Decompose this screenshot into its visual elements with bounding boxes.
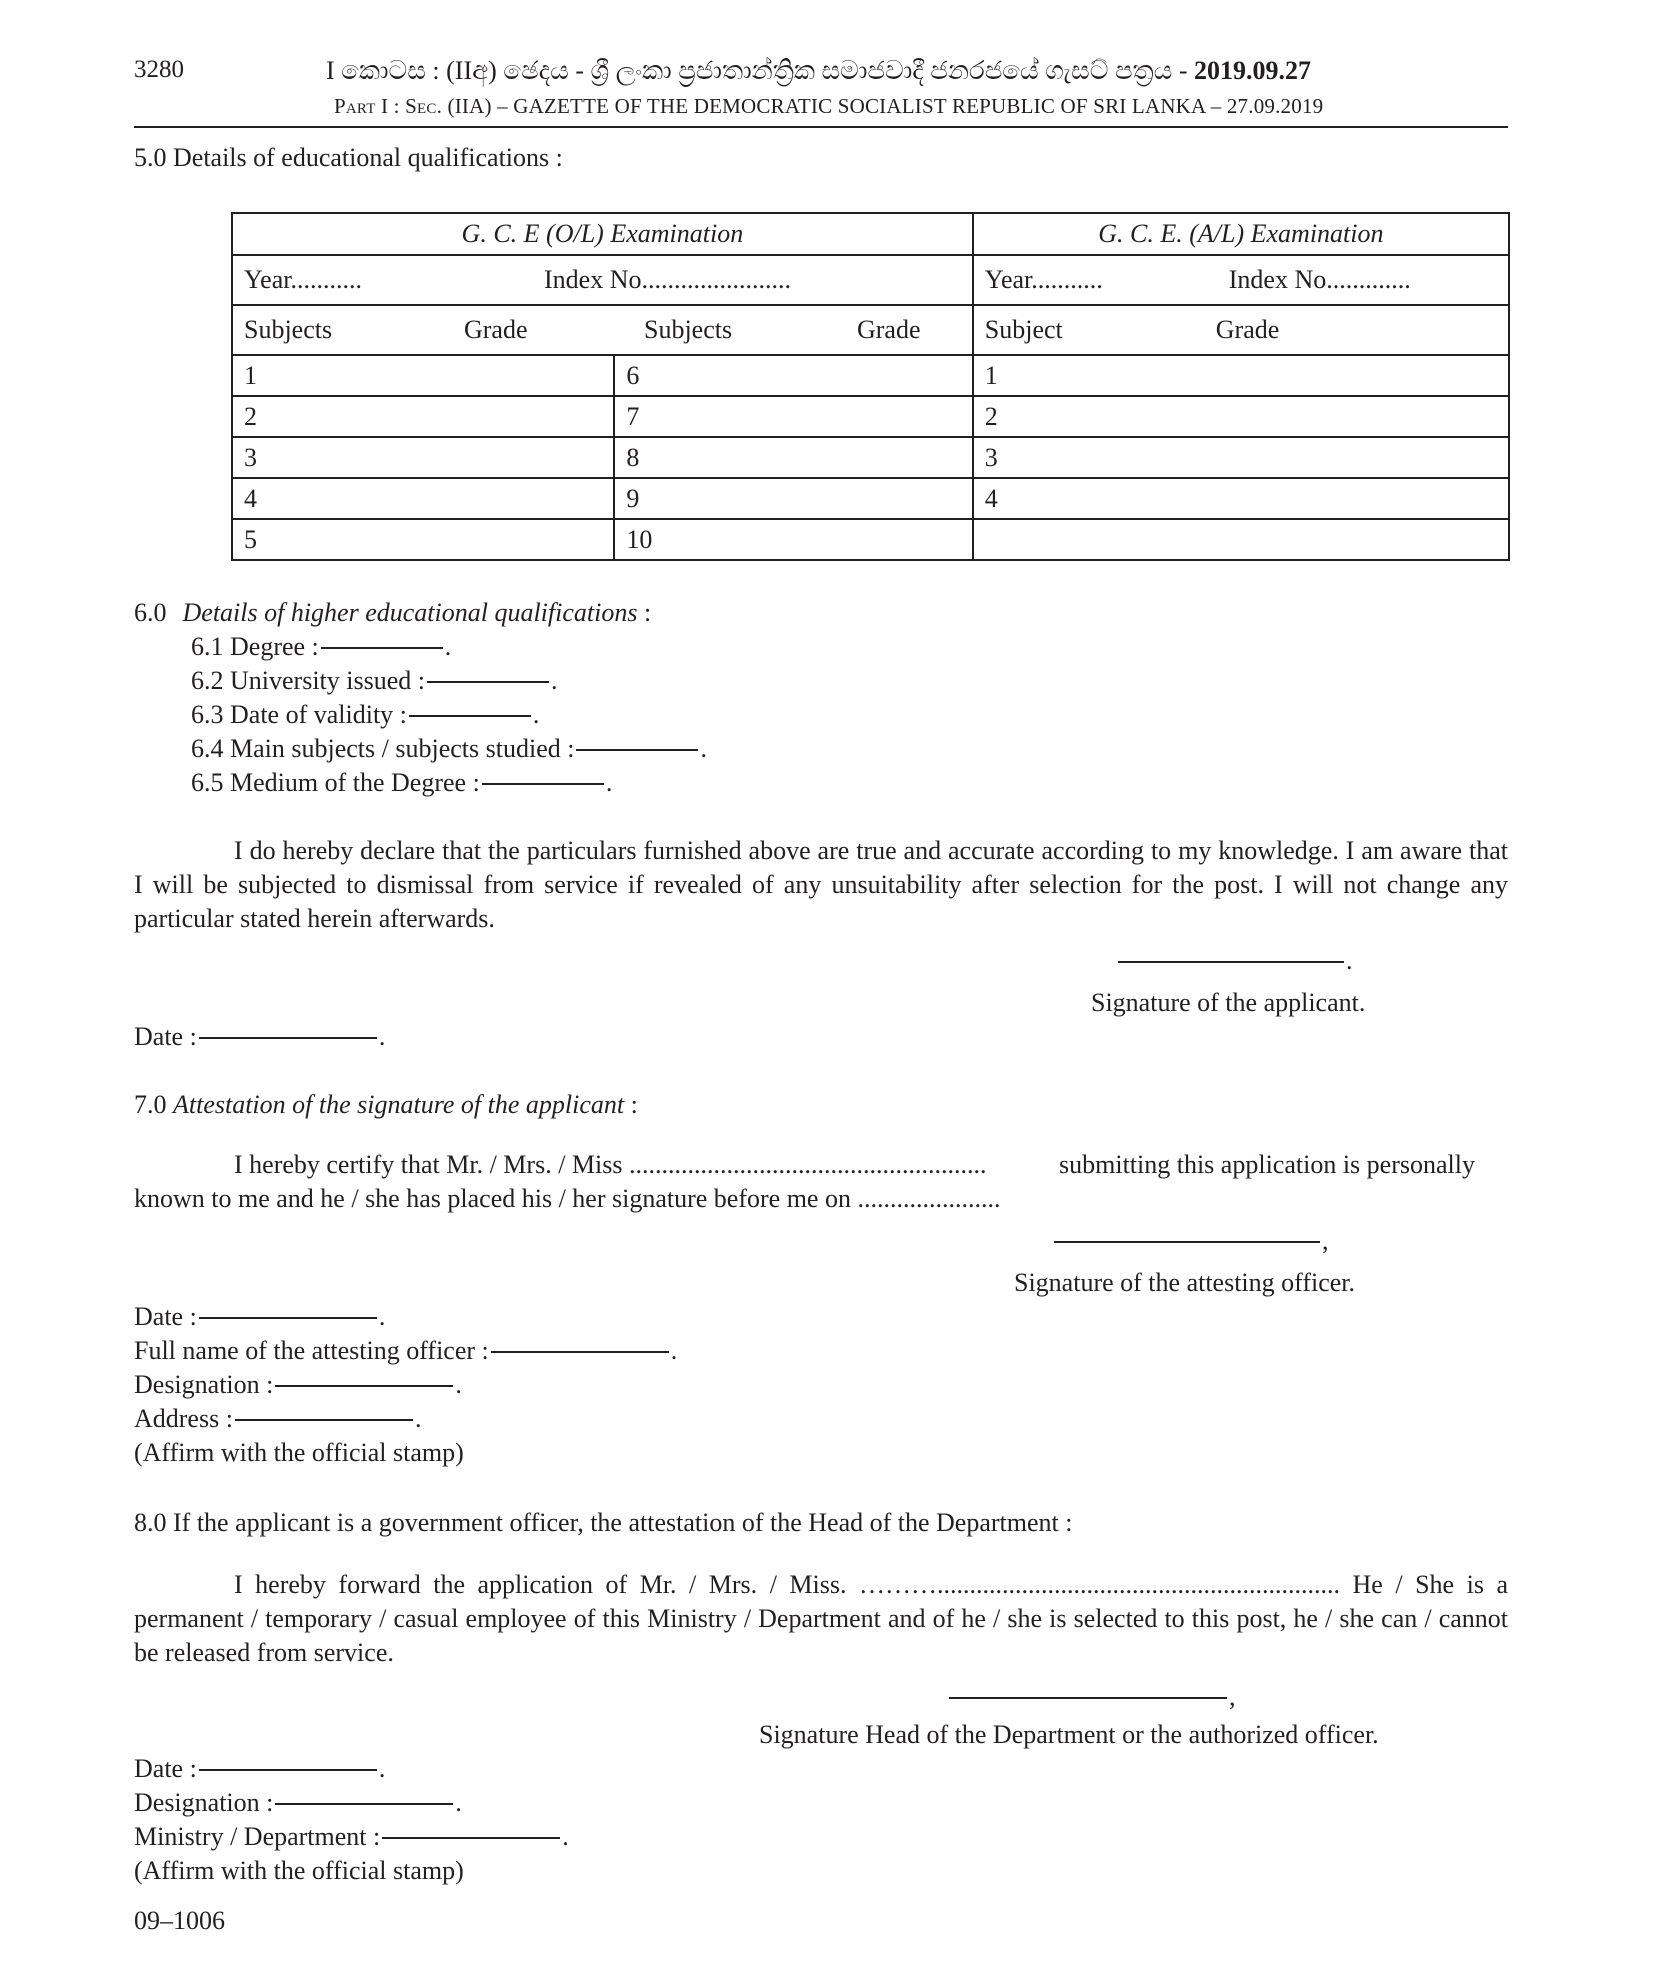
field-end: . (455, 1788, 462, 1817)
attesting-officer-name-blank[interactable] (491, 1351, 669, 1353)
field-end: . (378, 1022, 386, 1051)
section7-text-line1a: I hereby certify that Mr. / Mrs. / Miss ....................................................... (234, 1150, 987, 1179)
header-divider (134, 126, 1508, 128)
header-rest: (IIA) – GAZETTE OF THE DEMOCRATIC SOCIALIST REPUBLIC OF SRI LANKA – 27.09.2019 (442, 94, 1324, 118)
attest-address-blank[interactable] (235, 1419, 413, 1421)
ol-header: G. C. E (O/L) Examination (232, 213, 973, 255)
ol-col-grade-2: Grade (857, 315, 921, 344)
attest-date-blank[interactable] (199, 1317, 377, 1319)
al-year: Year........... (984, 265, 1103, 294)
ol-cell: 9 (614, 478, 972, 519)
field-label: Date : (134, 1754, 197, 1783)
section7-text-line2: known to me and he / she has placed his / her signature before me on ...................... (134, 1184, 1001, 1213)
header-sinhala-date: 2019.09.27 (1194, 56, 1312, 85)
field-label: Date : (134, 1022, 197, 1051)
signature-end: , (1322, 1226, 1329, 1255)
section7-number: 7.0 (134, 1090, 167, 1119)
validity-field (191, 700, 539, 730)
attesting-signature-label: Signature of the attesting officer. (1014, 1268, 1356, 1297)
field-end: . (455, 1370, 462, 1399)
header-part: Part I (334, 94, 389, 118)
section7-title: Attestation of the signature of the applicant (173, 1090, 625, 1119)
hod-designation-blank[interactable] (275, 1803, 453, 1805)
al-cell (973, 519, 1509, 560)
attesting-signature-blank[interactable] (1054, 1241, 1320, 1243)
al-cell: 3 (973, 437, 1509, 478)
degree-field (191, 632, 451, 662)
table-row (232, 519, 1509, 560)
ol-cell: 4 (232, 478, 614, 519)
university-field (191, 666, 558, 696)
subjects-field (191, 734, 707, 764)
ol-index: Index No....................... (544, 265, 791, 294)
field-end: . (605, 768, 613, 797)
ol-col-subjects-2: Subjects (644, 315, 733, 344)
section6-heading (134, 598, 651, 628)
field-label: 6.3 Date of validity : (191, 700, 407, 729)
attest-designation-blank[interactable] (275, 1385, 453, 1387)
ol-cell: 3 (232, 437, 614, 478)
field-end: . (532, 700, 540, 729)
field-label: Full name of the attesting officer : (134, 1336, 489, 1365)
subjects-blank[interactable] (576, 749, 698, 751)
reference-number: 09–1006 (134, 1906, 225, 1935)
ministry-department-field (134, 1822, 569, 1852)
al-cell: 1 (973, 355, 1509, 396)
field-end: . (670, 1336, 678, 1365)
section7-title-suffix: : (624, 1090, 638, 1119)
hod-signature-blank[interactable] (949, 1697, 1227, 1699)
ol-cell: 1 (232, 355, 614, 396)
declaration-date-field (134, 1022, 385, 1052)
hod-designation-field (134, 1788, 462, 1818)
al-cell: 2 (973, 396, 1509, 437)
section6-title: Details of higher educational qualifications (182, 598, 638, 627)
section5-title: 5.0 Details of educational qualifications : (134, 143, 563, 172)
table-row (232, 355, 1509, 396)
applicant-signature-blank[interactable] (1118, 961, 1344, 963)
field-label: Address : (134, 1404, 233, 1433)
field-label: Date : (134, 1302, 197, 1331)
field-label: Ministry / Department : (134, 1822, 381, 1851)
qualifications-table (231, 212, 1510, 561)
table-row (232, 396, 1509, 437)
attesting-officer-name-field (134, 1336, 677, 1366)
field-label: 6.4 Main subjects / subjects studied : (191, 734, 575, 763)
section7-heading (134, 1090, 638, 1120)
ministry-department-blank[interactable] (382, 1837, 560, 1839)
declaration-text: I do hereby declare that the particulars furnished above are true and accurate according to my knowledge. I am aware that I will be subjected to dismissal from service if revealed of any unsuitability after selection for the post. I will not change any particular stated herein afterwards. (134, 836, 1508, 933)
field-label: 6.2 University issued : (191, 666, 425, 695)
field-end: . (700, 734, 707, 763)
field-end: . (444, 632, 452, 661)
ol-year: Year........... (244, 265, 362, 294)
table-row (232, 478, 1509, 519)
section6-number: 6.0 (134, 598, 167, 627)
hod-stamp-note: (Affirm with the official stamp) (134, 1856, 464, 1885)
attest-designation-field (134, 1370, 462, 1400)
table-row (232, 437, 1509, 478)
al-header: G. C. E. (A/L) Examination (973, 213, 1509, 255)
header-colon: : (388, 94, 406, 118)
ol-year-index (232, 255, 973, 305)
medium-blank[interactable] (482, 783, 604, 785)
header-sec: Sec. (405, 94, 443, 118)
applicant-signature-label: Signature of the applicant. (1091, 988, 1366, 1017)
declaration-date-blank[interactable] (199, 1037, 377, 1039)
hod-signature-label: Signature Head of the Department or the authorized officer. (759, 1720, 1379, 1749)
section7-text-line1b: submitting this application is personally (1059, 1150, 1475, 1179)
hod-date-field (134, 1754, 385, 1784)
al-col-subject: Subject (984, 315, 1063, 344)
al-col-grade: Grade (1215, 315, 1280, 344)
section6-title-suffix: : (637, 598, 652, 627)
ol-cell: 7 (614, 396, 972, 437)
gazette-header-english (334, 94, 1323, 119)
attest-address-field (134, 1404, 421, 1434)
medium-field (191, 768, 612, 798)
signature-end: . (1346, 946, 1353, 975)
field-label: 6.5 Medium of the Degree : (191, 768, 480, 797)
field-end: . (378, 1754, 386, 1783)
al-cell: 4 (973, 478, 1509, 519)
gazette-header-sinhala (326, 56, 1311, 87)
ol-cell: 2 (232, 396, 614, 437)
al-column-headers (973, 305, 1509, 355)
header-sinhala-text: I කොටස : (IIඅ) ඡෙදය - ශ්‍රී ලංකා ප්‍රජාතාන්ත්‍රික සමාජවාදී ජනරජයේ ගැසට් පත්‍රය - (326, 56, 1195, 85)
hod-signature-line (947, 1682, 1236, 1712)
university-blank[interactable] (427, 681, 549, 683)
field-end: . (551, 666, 558, 695)
field-end: . (562, 1822, 569, 1851)
field-end: . (378, 1302, 386, 1331)
ol-cell: 5 (232, 519, 614, 560)
hod-date-blank[interactable] (199, 1769, 377, 1771)
applicant-signature-line (1116, 946, 1353, 976)
field-end: . (414, 1404, 422, 1433)
al-year-index (973, 255, 1509, 305)
degree-blank[interactable] (321, 647, 443, 649)
section8-text: I hereby forward the application of Mr. / Mrs. / Miss. ……….............................................................. He / She is a permanent / temporary / casual employee of this Ministry / Department and of he / she is selected to this post, he / she can / cannot be released from service. (134, 1570, 1508, 1667)
attest-date-field (134, 1302, 385, 1332)
ol-cell: 10 (614, 519, 972, 560)
attest-stamp-note: (Affirm with the official stamp) (134, 1438, 464, 1467)
ol-col-grade-1: Grade (464, 315, 528, 344)
al-index: Index No............. (1228, 265, 1411, 294)
field-label: 6.1 Degree : (191, 632, 319, 661)
page-number: 3280 (134, 56, 184, 83)
validity-blank[interactable] (409, 715, 531, 717)
attesting-signature-line (1052, 1226, 1329, 1256)
field-label: Designation : (134, 1788, 274, 1817)
ol-column-headers (232, 305, 973, 355)
ol-cell: 8 (614, 437, 972, 478)
ol-col-subjects-1: Subjects (244, 315, 333, 344)
section8-title: 8.0 If the applicant is a government officer, the attestation of the Head of the Department : (134, 1508, 1073, 1537)
ol-cell: 6 (614, 355, 972, 396)
signature-end: , (1229, 1682, 1236, 1711)
field-label: Designation : (134, 1370, 274, 1399)
